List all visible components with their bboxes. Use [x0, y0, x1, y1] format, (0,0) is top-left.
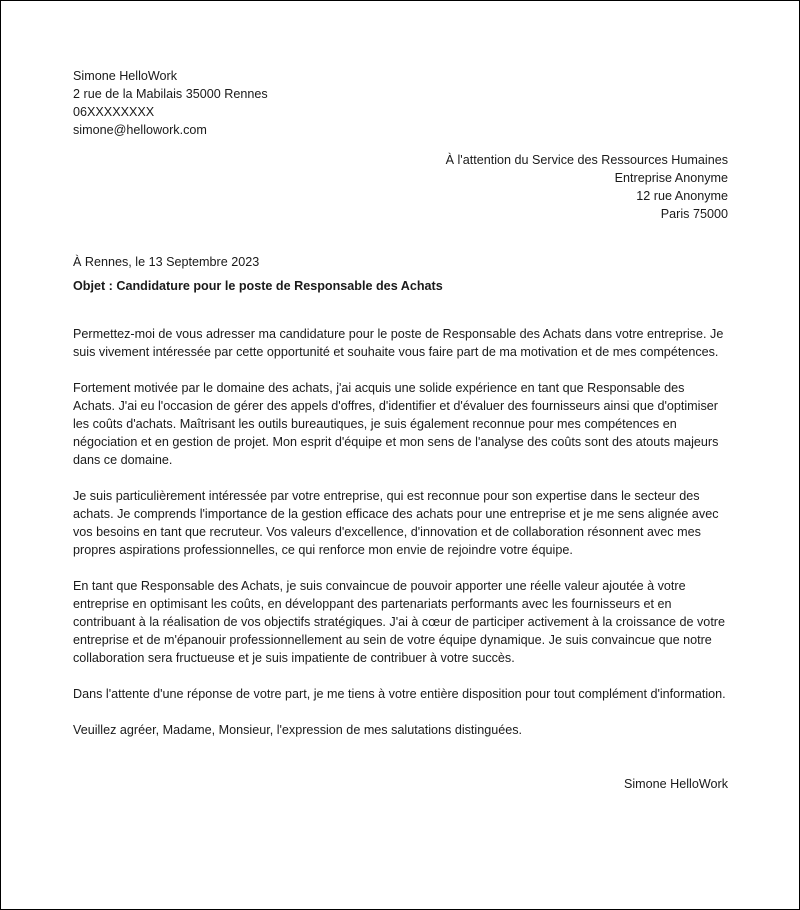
letter-body	[73, 325, 728, 739]
letter-subject: Objet : Candidature pour le poste de Responsable des Achats	[73, 279, 443, 293]
recipient-attention: À l'attention du Service des Ressources Humaines	[445, 153, 728, 167]
letter-content	[73, 67, 728, 793]
recipient-city: Paris 75000	[660, 207, 728, 221]
body-paragraph: Dans l'attente d'une réponse de votre part, je me tiens à votre entière disposition pour tout complément d'information.	[73, 687, 726, 701]
body-paragraph: Permettez-moi de vous adresser ma candidature pour le poste de Responsable des Achats dans votre entreprise. Je suis vivement intéressée par cette opportunité et souhaite vous faire part de ma motivation et de mes compétences.	[73, 327, 724, 359]
sender-email: simone@hellowork.com	[73, 123, 207, 137]
body-paragraph: Je suis particulièrement intéressée par votre entreprise, qui est reconnue pour son expertise dans le secteur des achats. Je comprends l'importance de la gestion efficace des achats pour une entreprise et je me sens alignée avec vos besoins en tant que recruteur. Vos valeurs d'excellence, d'innovation et de collaboration résonnent avec mes propres aspirations professionnelles, ce qui renforce mon envie de rejoindre votre équipe.	[73, 489, 719, 557]
recipient-company: Entreprise Anonyme	[614, 171, 728, 185]
body-paragraph: En tant que Responsable des Achats, je suis convaincue de pouvoir apporter une réelle valeur ajoutée à votre entreprise en optimisant les coûts, en développant des partenariats performants avec les fournisseurs et en contribuant à la réalisation de vos objectifs stratégiques. J'ai à cœur de participer activement à la croissance de votre entreprise et de m'épanouir professionnellement au sein de votre équipe dynamique. Je suis convaincue que notre collaboration sera fructueuse et je suis impatiente de contribuer à votre succès.	[73, 579, 726, 665]
sender-phone: 06XXXXXXXX	[73, 105, 155, 119]
sender-name: Simone HelloWork	[73, 69, 178, 83]
recipient-block	[73, 151, 728, 223]
letter-date: À Rennes, le 13 Septembre 2023	[73, 255, 260, 269]
closing-paragraph: Veuillez agréer, Madame, Monsieur, l'expression de mes salutations distinguées.	[73, 723, 523, 737]
sender-block	[73, 67, 728, 139]
recipient-street: 12 rue Anonyme	[636, 189, 728, 203]
sender-address: 2 rue de la Mabilais 35000 Rennes	[73, 87, 268, 101]
signature: Simone HelloWork	[623, 777, 728, 791]
body-paragraph: Fortement motivée par le domaine des achats, j'ai acquis une solide expérience en tant que Responsable des Achats. J'ai eu l'occasion de gérer des appels d'offres, d'identifier et d'évaluer des fournisseurs ainsi que d'optimiser les coûts d'achats. Maîtrisant les outils bureautiques, je suis également reconnue pour mes compétences en négociation et en gestion de projet. Mon esprit d'équipe et mon sens de l'analyse des coûts sont des atouts majeurs dans ce domaine.	[73, 381, 719, 467]
